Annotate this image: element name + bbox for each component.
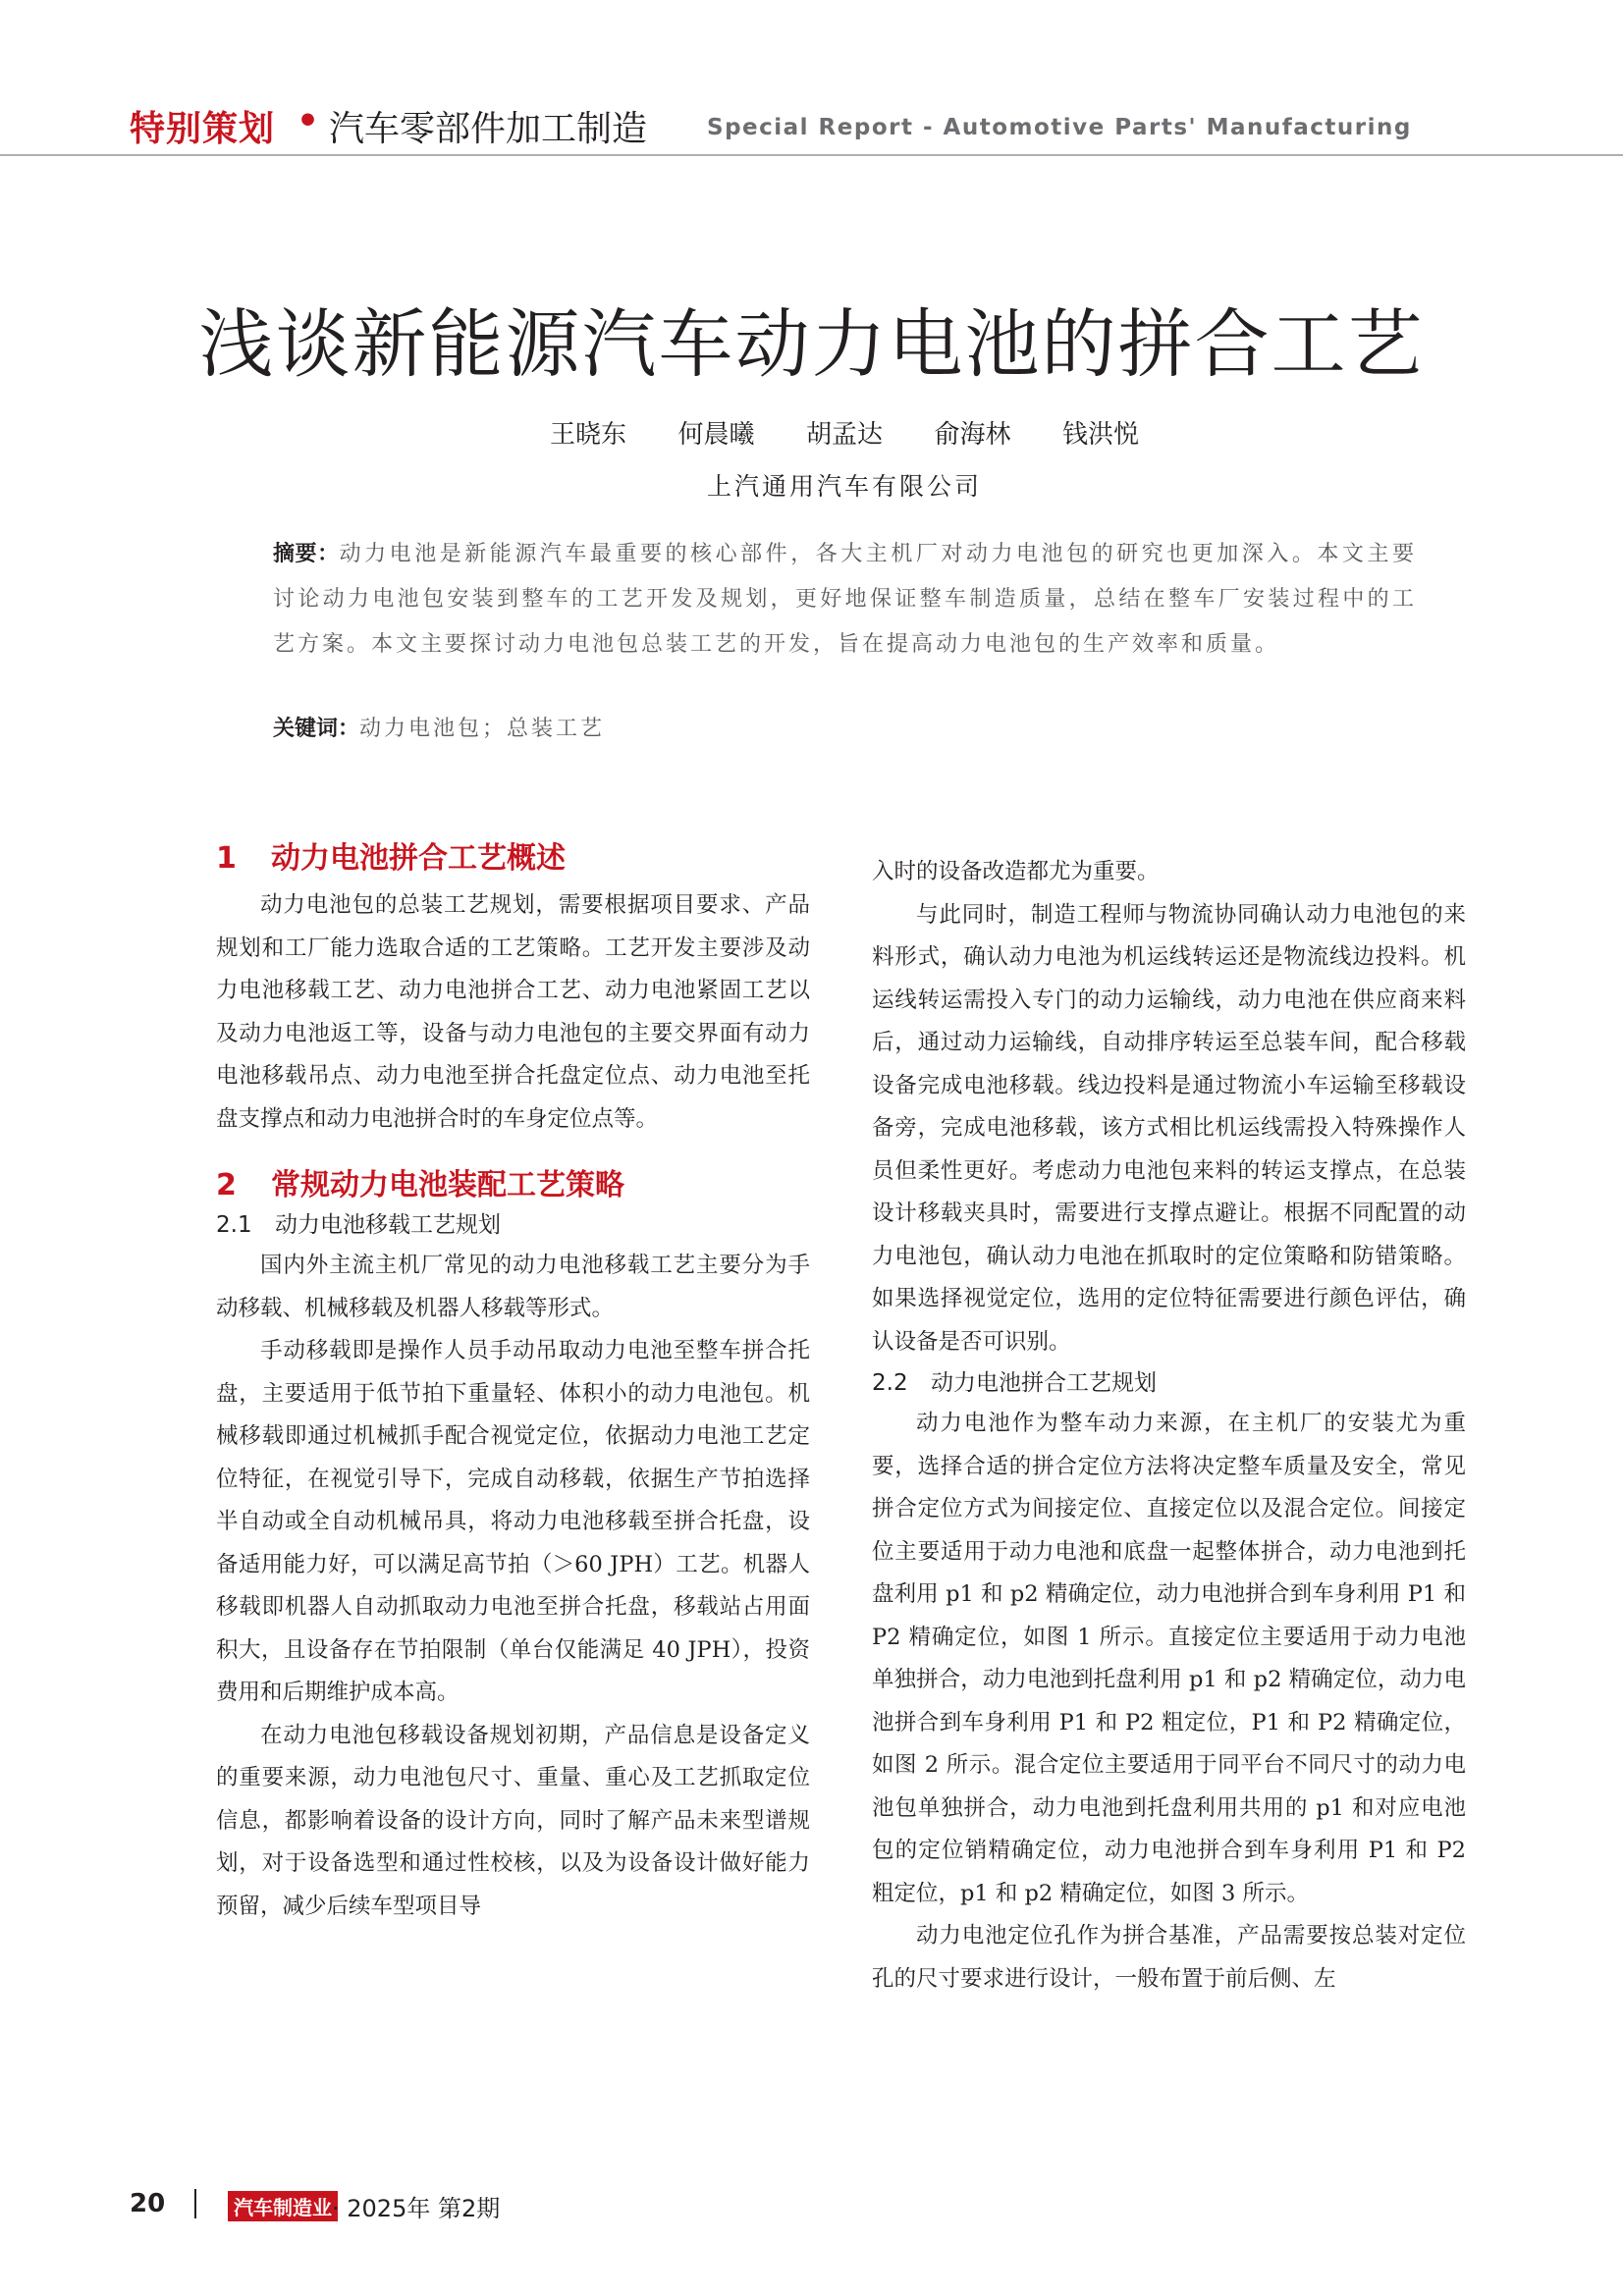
keywords-label: 关键词： [273,717,360,741]
right-column [872,851,1466,2001]
section-2-1-paragraph-3-continued: 入时的设备改造都尤为重要。 [872,859,1160,884]
footer-separator [194,2189,196,2218]
header-rule [0,154,1623,156]
page-number: 20 [130,2189,166,2218]
section-2-2-paragraph-1: 动力电池作为整车动力来源，在主机厂的安装尤为重要，选择合适的拼合定位方法将决定整车质量及安全，常见拼合定位方式为间接定位、直接定位以及混合定位。间接定位主要适用于动力电池和底盘一起整体拼合，动力电池到托盘利用 p1 和 p2 精确定位，动力电池拼合到车身利用 P1 和 P2 精确定位，如图 1 所示。直接定位主要适用于动力电池单独拼合，动力电池到托盘利用 p1 和 p2 精确定位，动力电池拼合到车身利用 P1 和 P2 粗定位，P1 和 P2 精确定位，如图 2 所示。混合定位主要适用于同平台不同尺寸的动力电池包单独拼合，动力电池到托盘利用共用的 p1 和对应电池包的定位销精确定位，动力电池拼合到车身利用 P1 和 P2 粗定位，p1 和 p2 精确定位，如图 3 所示。 [872,1411,1466,1906]
section-2-2-title: 动力电池拼合工艺规划 [931,1370,1157,1396]
abstract-label: 摘要： [273,542,340,566]
section-2-title: 常规动力电池装配工艺策略 [271,1168,624,1202]
abstract [273,532,1417,667]
section-2-heading [216,1166,810,1205]
section-2-1-heading [216,1205,810,1245]
section-1-title: 动力电池拼合工艺概述 [271,841,566,876]
section-2-2-paragraph-2: 动力电池定位孔作为拼合基准，产品需要按总装对定位孔的尺寸要求进行设计，一般布置于前后侧、左 [872,1923,1466,1992]
affiliation: 上汽通用汽车有限公司 [706,472,982,501]
section-2-number: 2 [216,1168,237,1202]
author-list: 王晓东 何晨曦 胡孟达 俞海林 钱洪悦 [549,420,1140,450]
article-title: 浅谈新能源汽车动力电池的拼合工艺 [198,300,1425,388]
left-column [216,839,810,1928]
journal-logo: 汽车制造业 [228,2191,338,2221]
section-2-1-paragraph-3: 在动力电池包移载设备规划初期，产品信息是设备定义的重要来源，动力电池包尺寸、重量、重心及工艺抓取定位信息，都影响着设备的设计方向，同时了解产品未来型谱规划，对于设备选型和通过性校核，以及为设备设计做好能力预留，减少后续车型项目导 [216,1722,810,1919]
section-2-2-number: 2.2 [872,1370,908,1396]
section-2-1-paragraph-2: 手动移载即是操作人员手动吊取动力电池至整车拼合托盘，主要适用于低节拍下重量轻、体积小的动力电池包。机械移载即通过机械抓手配合视觉定位，依据动力电池工艺定位特征，在视觉引导下，完成自动移载，依据生产节拍选择半自动或全自动机械吊具，将动力电池移载至拼合托盘，设备适用能力好，可以满足高节拍（＞60 JPH）工艺。机器人移载即机器人自动抓取动力电池至拼合托盘，移载站占用面积大，且设备存在节拍限制（单台仅能满足 40 JPH），投资费用和后期维护成本高。 [216,1338,810,1705]
page-footer [0,2187,1623,2226]
issue-info: · 2025年 第2期 [332,2195,501,2222]
abstract-text: 动力电池是新能源汽车最重要的核心部件，各大主机厂对动力电池包的研究也更加深入。本文主要讨论动力电池包安装到整车的工艺开发及规划，更好地保证整车制造质量，总结在整车厂安装过程中的工艺方案。本文主要探讨动力电池包总装工艺的开发，旨在提高动力电池包的生产效率和质量。 [273,542,1417,657]
section-2-2-heading [872,1363,1466,1403]
header-dot: • [297,101,320,141]
running-header [0,93,1623,162]
section-2-1-paragraph-1: 国内外主流主机厂常见的动力电池移载工艺主要分为手动移载、机械移载及机器人移载等形式。 [216,1253,810,1321]
section-1-number: 1 [216,841,237,876]
header-section-red: 特别策划 [130,109,276,149]
section-1-heading [216,839,810,879]
keywords-text: 动力电池包；总装工艺 [359,717,606,741]
section-2-1-number: 2.1 [216,1212,252,1238]
section-2-1-title: 动力电池移载工艺规划 [275,1212,501,1238]
header-section-english: Special Report - Automotive Parts' Manufacturing [707,115,1412,140]
section-1-paragraph: 动力电池包的总装工艺规划，需要根据项目要求、产品规划和工厂能力选取合适的工艺策略。工艺开发主要涉及动力电池移载工艺、动力电池拼合工艺、动力电池紧固工艺以及动力电池返工等，设备与动力电池包的主要交界面有动力电池移载吊点、动力电池至拼合托盘定位点、动力电池至托盘支撑点和动力电池拼合时的车身定位点等。 [216,892,810,1132]
header-section-black: 汽车零部件加工制造 [329,109,648,149]
keywords [273,707,1417,752]
section-2-1-paragraph-4: 与此同时，制造工程师与物流协同确认动力电池包的来料形式，确认动力电池为机运线转运还是物流线边投料。机运线转运需投入专门的动力运输线，动力电池在供应商来料后，通过动力运输线，自动排序转运至总装车间，配合移载设备完成电池移载。线边投料是通过物流小车运输至移载设备旁，完成电池移载，该方式相比机运线需投入特殊操作人员但柔性更好。考虑动力电池包来料的转运支撑点，在总装设计移载夹具时，需要进行支撑点避让。根据不同配置的动力电池包，确认动力电池在抓取时的定位策略和防错策略。如果选择视觉定位，选用的定位特征需要进行颜色评估，确认设备是否可识别。 [872,901,1466,1355]
